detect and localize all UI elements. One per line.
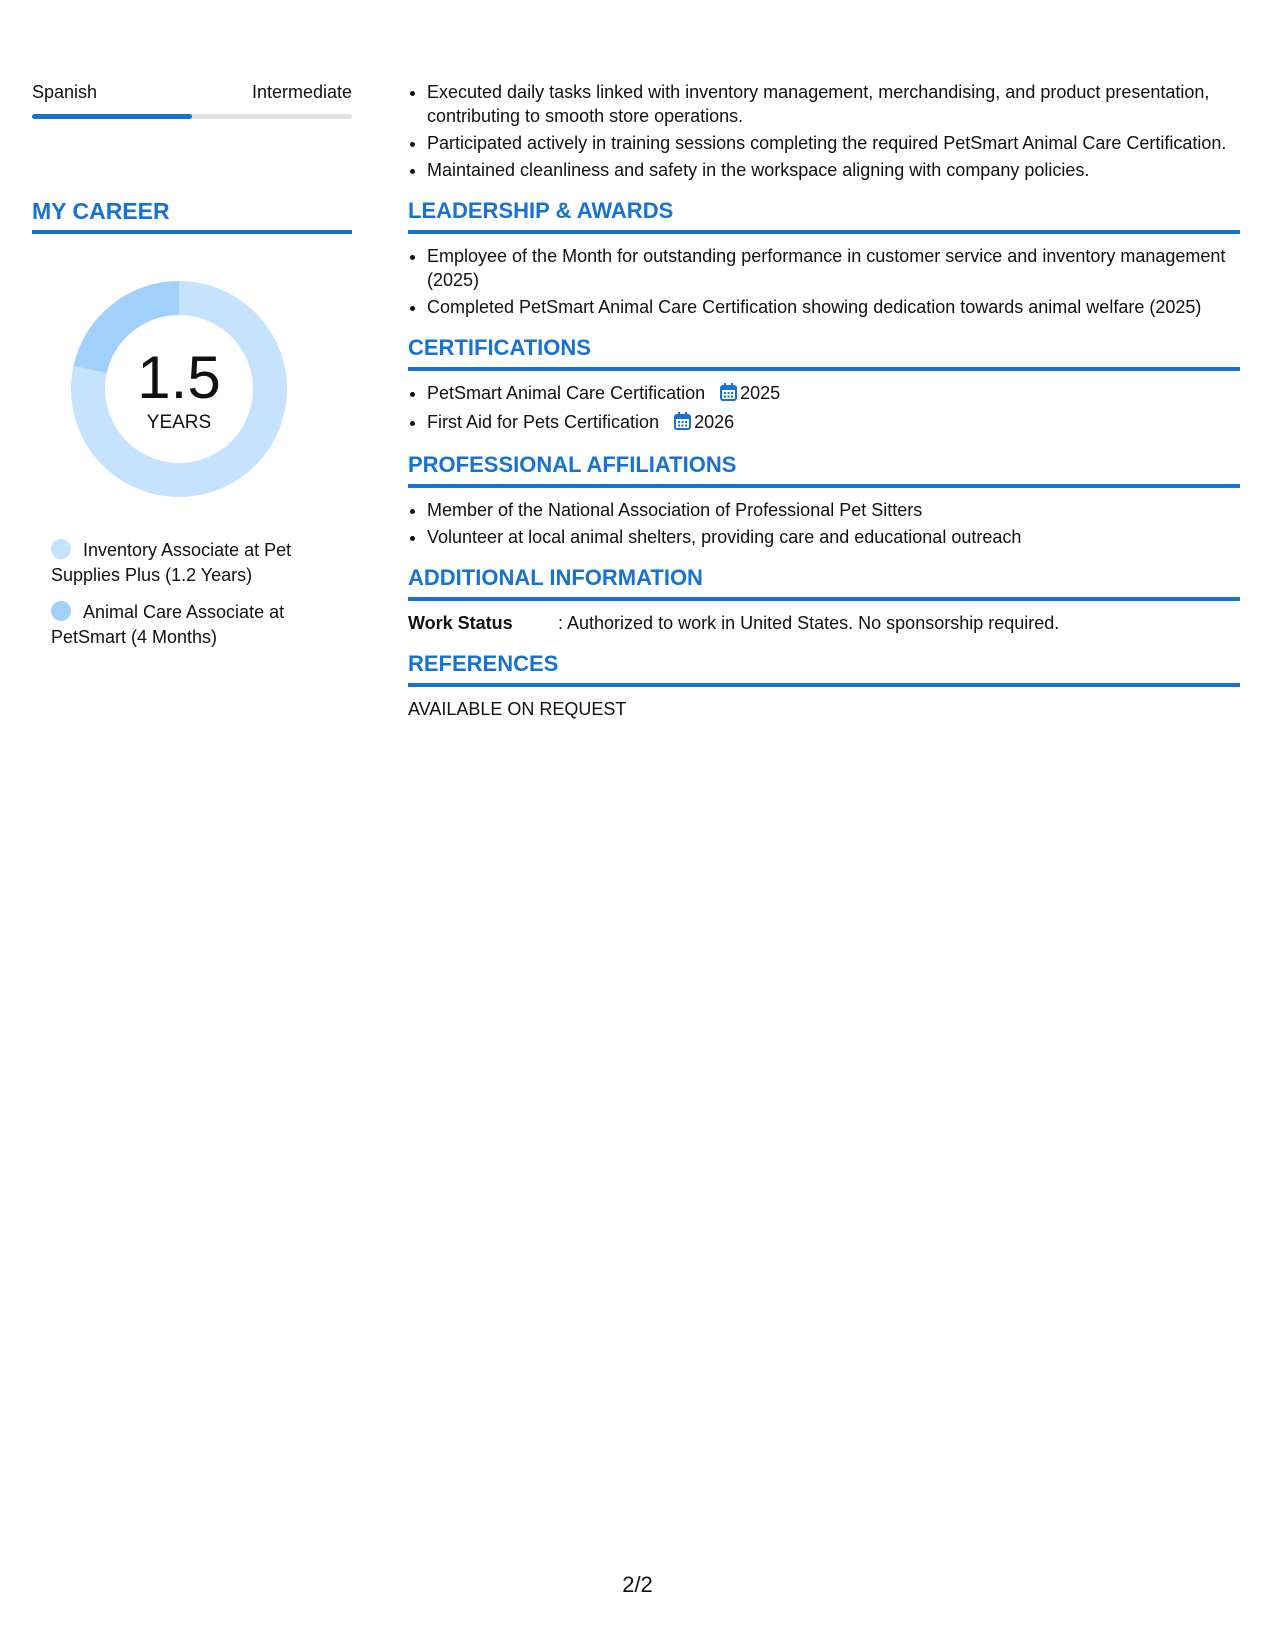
- certification-name: First Aid for Pets Certification: [427, 412, 660, 432]
- certification-year: 2026: [694, 412, 735, 432]
- list-item: • Executed daily tasks linked with inventory management, merchandising, and product presentation, contributing to smooth store operations.: [427, 80, 1240, 128]
- legend-item: [51, 600, 352, 650]
- work-status-label: Work Status: [408, 613, 513, 633]
- references-text: AVAILABLE ON REQUEST: [408, 699, 627, 719]
- certification-name: PetSmart Animal Care Certification: [427, 383, 706, 403]
- career-donut-chart: [66, 276, 292, 502]
- language-proficiency-bar: [32, 114, 352, 119]
- language-row: [32, 80, 352, 104]
- experience-bullets: [408, 80, 1240, 182]
- legend-label: Animal Care Associate at PetSmart (4 Months): [51, 602, 285, 647]
- leadership-section-title: LEADERSHIP & AWARDS: [408, 198, 1240, 234]
- work-status-value: : Authorized to work in United States. No sponsorship required.: [558, 613, 1060, 633]
- list-item: • Member of the National Association of Professional Pet Sitters: [427, 498, 1240, 522]
- list-item: • Employee of the Month for outstanding performance in customer service and inventory management (2025): [427, 244, 1240, 292]
- language-proficiency-fill: [32, 114, 192, 119]
- affiliations-list: [408, 498, 1240, 549]
- list-item: [427, 410, 1240, 436]
- list-item: • Volunteer at local animal shelters, providing care and educational outreach: [427, 525, 1240, 549]
- career-section-title: MY CAREER: [32, 197, 352, 234]
- certifications-list: [408, 381, 1240, 436]
- legend-item: [51, 538, 352, 588]
- list-item: • Participated actively in training sessions completing the required PetSmart Animal Care Certification.: [427, 131, 1240, 155]
- donut-center: [66, 344, 292, 434]
- list-item: [427, 381, 1240, 407]
- list-item: • Completed PetSmart Animal Care Certification showing dedication towards animal welfare (2025): [427, 295, 1240, 319]
- calendar-icon: [674, 412, 691, 436]
- references-section-title: REFERENCES: [408, 651, 1240, 687]
- sidebar: [32, 80, 352, 662]
- language-level: Intermediate: [251, 82, 352, 102]
- list-item: • Maintained cleanliness and safety in the workspace aligning with company policies.: [427, 158, 1240, 182]
- legend-dot: [51, 601, 71, 621]
- main-content: [408, 80, 1240, 721]
- additional-info-section-title: ADDITIONAL INFORMATION: [408, 565, 1240, 601]
- legend-dot: [51, 539, 71, 559]
- career-legend: [32, 538, 352, 650]
- certification-year: 2025: [740, 383, 781, 403]
- calendar-icon: [720, 383, 737, 407]
- work-status-row: [408, 611, 1240, 635]
- page-number: 2/2: [622, 1572, 653, 1597]
- total-years-value: 1.5: [137, 344, 221, 411]
- total-years-unit: YEARS: [146, 412, 212, 433]
- language-name: Spanish: [32, 82, 98, 102]
- legend-label: Inventory Associate at Pet Supplies Plus (1.2 Years): [51, 540, 292, 585]
- leadership-list: [408, 244, 1240, 319]
- certifications-section-title: CERTIFICATIONS: [408, 335, 1240, 371]
- affiliations-section-title: PROFESSIONAL AFFILIATIONS: [408, 452, 1240, 488]
